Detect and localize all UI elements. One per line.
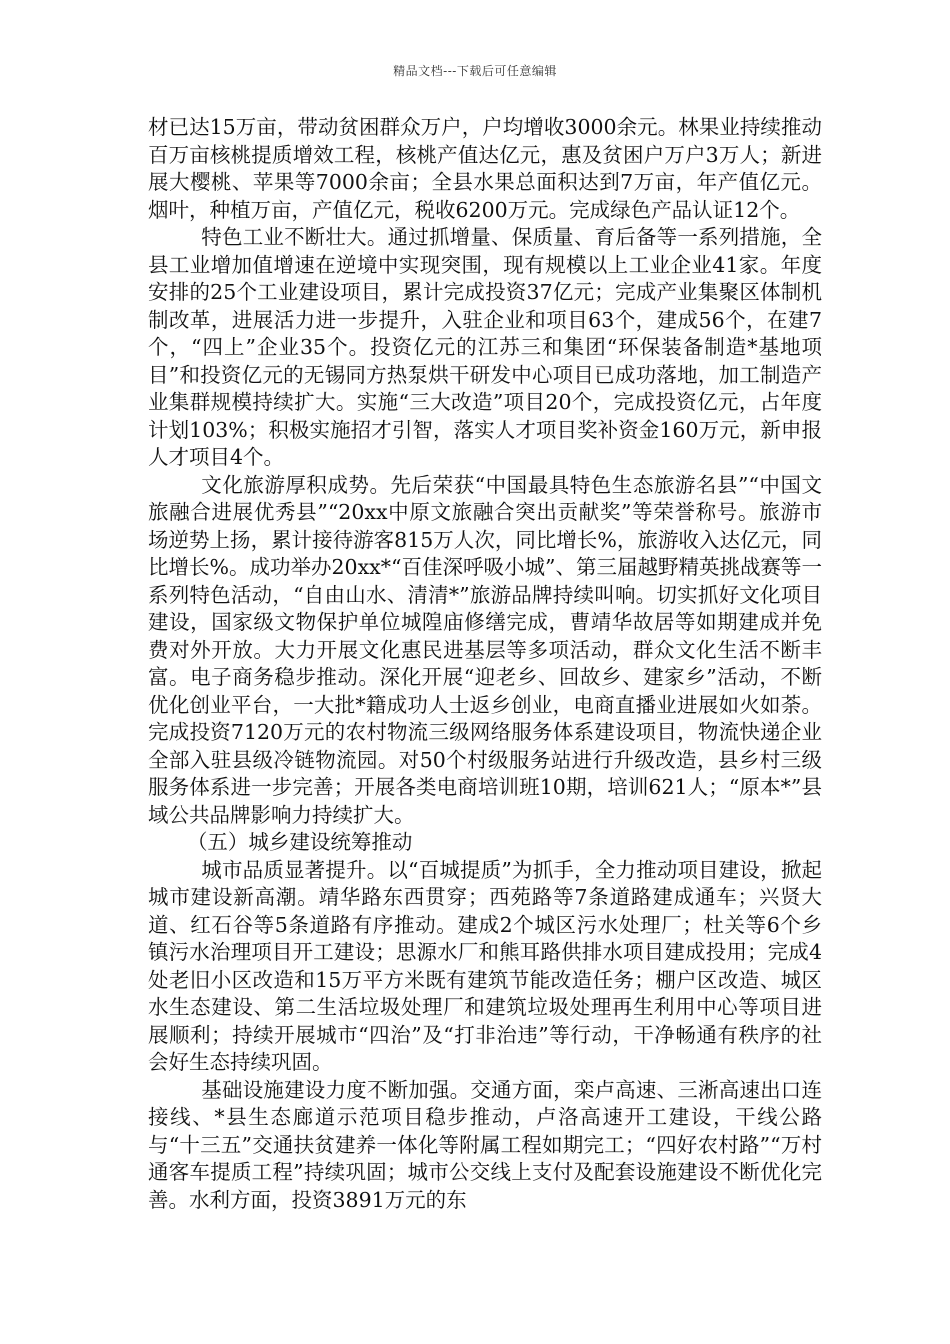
paragraph-infrastructure: 基础设施建设力度不断加强。交通方面，栾卢高速、三淅高速出口连接线、*县生态廊道示范项目稳步推动，卢洛高速开工建设，干线公路与“十三五”交通扶贫建养一体化等附属工程如期完工；“四好农村路”“万村通客车提质工程”持续巩固；城市公交线上支付及配套设施建设不断优化完善。水利方面，投资3891万元的东 — [148, 1077, 822, 1212]
paragraph-industry: 特色工业不断壮大。通过抓增量、保质量、育后备等一系列措施，全县工业增加值增速在逆境中实现突围，现有规模以上工业企业41家。年度安排的25个工业建设项目，累计完成投资37亿元；完成产业集聚区体制机制改革，进展活力进一步提升，入驻企业和项目63个，建成56个，在建7个，“四上”企业35个。投资亿元的江苏三和集团“环保装备制造*基地项目”和投资亿元的无锡同方热泵烘干研发中心项目已成功落地，加工制造产业集群规模持续扩大。实施“三大改造”项目20个，完成投资亿元，占年度计划103%；积极实施招才引智，落实人才项目奖补资金160万元，新申报人才项目4个。 — [148, 225, 822, 469]
document-body — [148, 114, 822, 1214]
section-heading-urban-rural: （五）城乡建设统筹推动 — [186, 830, 413, 854]
page-header: 精品文档---下载后可任意编辑 — [393, 64, 557, 78]
paragraph-culture-tourism: 文化旅游厚积成势。先后荣获“中国最具特色生态旅游名县”“中国文旅融合进展优秀县”“20xx中原文旅融合突出贡献奖”等荣誉称号。旅游市场逆势上扬，累计接待游客815万人次，同比增长%，旅游收入达亿元，同比增长%。成功举办20xx*“百佳深呼吸小城”、第三届越野精英挑战赛等一系列特色活动，“自由山水、清清*”旅游品牌持续叫响。切实抓好文化项目建设，国家级文物保护单位城隍庙修缮完成，曹靖华故居等如期建成并免费对外开放。大力开展文化惠民进基层等多项活动，群众文化生活不断丰富。电子商务稳步推动。深化开展“迎老乡、回故乡、建家乡”活动，不断优化创业平台，一大批*籍成功人士返乡创业，电商直播业进展如火如荼。完成投资7120万元的农村物流三级网络服务体系建设项目，物流快递企业全部入驻县级冷链物流园。对50个村级服务站进行升级改造，县乡村三级服务体系进一步完善；开展各类电商培训班10期，培训621人；“原本*”县域公共品牌影响力持续扩大。 — [148, 472, 822, 827]
paragraph-urban-quality: 城市品质显著提升。以“百城提质”为抓手，全力推动项目建设，掀起城市建设新高潮。靖华路东西贯穿；西苑路等7条道路建成通车；兴贤大道、红石谷等5条道路有序推动。建成2个城区污水处理厂；杜关等6个乡镇污水治理项目开工建设；思源水厂和熊耳路供排水项目建成投用；完成4处老旧小区改造和15万平方米既有建筑节能改造任务；棚户区改造、城区水生态建设、第二生活垃圾处理厂和建筑垃圾处理再生利用中心等项目进展顺利；持续开展城市“四治”及“打非治违”等行动，干净畅通有秩序的社会好生态持续巩固。 — [148, 857, 822, 1074]
paragraph-agriculture-continued: 材已达15万亩，带动贫困群众万户，户均增收3000余元。林果业持续推动百万亩核桃提质增效工程，核桃产值达亿元，惠及贫困户万户3万人；新进展大樱桃、苹果等7000余亩；全县水果总面积达到7万亩，年产值亿元。烟叶，种植万亩，产值亿元，税收6200万元。完成绿色产品认证12个。 — [148, 115, 822, 222]
